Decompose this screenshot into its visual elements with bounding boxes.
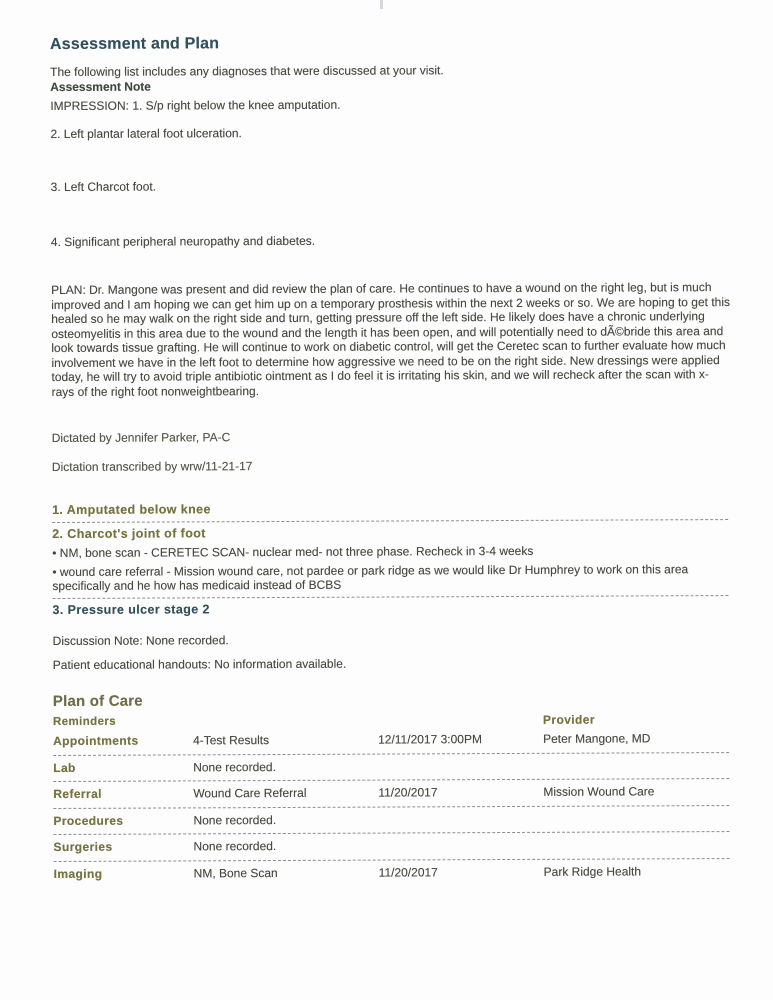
transcription-line: Dictation transcribed by wrw/11-21-17	[51, 458, 253, 474]
problem-heading-pressure-ulcer: 3. Pressure ulcer stage 2	[52, 601, 210, 617]
row-label: Referral	[53, 786, 102, 801]
plan-row-surgeries	[53, 832, 729, 861]
plan-row-referral	[53, 779, 729, 808]
row-detail: Wound Care Referral	[193, 785, 307, 801]
reminders-label: Reminders	[52, 715, 117, 728]
dictated-by-line: Dictated by Jennifer Parker, PA-C	[51, 430, 231, 445]
impression-line-4: 4. Significant peripheral neuropathy and diabetes.	[50, 233, 316, 249]
row-detail: NM, Bone Scan	[193, 865, 278, 880]
row-provider: Peter Mangone, MD	[543, 731, 651, 746]
plan-row-imaging	[54, 859, 730, 887]
plan-row-appointments	[53, 726, 729, 755]
impression-line-3: 3. Left Charcot foot.	[50, 179, 157, 194]
row-label: Procedures	[53, 813, 124, 828]
plan-row-lab	[53, 753, 729, 782]
row-date	[379, 838, 544, 853]
plan-of-care-section	[53, 690, 734, 887]
row-provider: Mission Wound Care	[543, 784, 655, 799]
row-detail: None recorded.	[193, 839, 277, 854]
plan-row-procedures	[53, 806, 729, 835]
row-date: 11/20/2017	[378, 864, 438, 880]
problem-bullet-bone-scan: • NM, bone scan - CERETEC SCAN- nuclear med- not three phase. Recheck in 3-4 weeks	[52, 543, 534, 560]
divider	[52, 519, 728, 523]
plan-of-care-header-row	[53, 707, 729, 729]
assessment-note-label: Assessment Note	[50, 79, 151, 94]
row-label: Lab	[53, 760, 76, 775]
row-detail: 4-Test Results	[193, 733, 270, 748]
problem-list	[52, 500, 732, 617]
plan-of-care-title: Plan of Care	[52, 692, 143, 710]
row-provider	[543, 758, 729, 773]
row-date	[378, 811, 543, 826]
row-detail: None recorded.	[193, 812, 277, 827]
row-provider: Park Ridge Health	[543, 863, 642, 879]
scan-artifact	[380, 0, 383, 9]
row-date: 12/11/2017 3:00PM	[378, 732, 482, 747]
impression-line-1: IMPRESSION: 1. S/p right below the knee amputation.	[50, 97, 341, 113]
row-provider	[543, 811, 729, 826]
divider	[52, 595, 728, 599]
provider-column-header: Provider	[542, 712, 595, 727]
page-title: Assessment and Plan	[50, 35, 220, 53]
row-detail: None recorded.	[193, 759, 276, 774]
row-label: Imaging	[53, 866, 103, 881]
row-provider	[544, 837, 730, 852]
row-label: Appointments	[53, 733, 139, 748]
intro-text: The following list includes any diagnoses that were discussed at your visit.	[50, 63, 444, 79]
row-date	[378, 758, 543, 773]
problem-bullet-wound-care: • wound care referral - Mission wound care, not pardee or park ridge as we would like Dr Humphrey to work on this area specifically and he how has medicaid instead of BCBS	[52, 561, 689, 593]
plan-paragraph: PLAN: Dr. Mangone was present and did review the plan of care. He continues to have a wound on the right leg, but is much improved and I am hoping we can get him up on a temporary prosthesis within the next 2 weeks or so. We are hoping to get this healed so he may walk on the right side and turn, getting pressure off the left side. He likely does have a chronic underlying osteomyelitis in this area due to the wound and the length it has been open, and will potentially need to dÃ©bride this area and look towards tissue grafting. He will continue to work on diabetic control, will get the Ceretec scan to further evaluate how much involvement we have in the left foot to determine how aggressive we need to be on the right side. New dressings were applied today, he will try to avoid triple antibiotic ointment as I do feel it is irritating his skin, and we will recheck after the scan with x-rays of the right foot nonweightbearing.	[51, 280, 731, 399]
discussion-note: Discussion Note: None recorded.	[52, 632, 229, 648]
impression-line-2: 2. Left plantar lateral foot ulceration.	[50, 125, 242, 141]
document-content	[50, 33, 734, 887]
row-date: 11/20/2017	[378, 785, 438, 800]
problem-heading-charcot: 2. Charcot's joint of foot	[52, 526, 206, 541]
problem-heading-amputated: 1. Amputated below knee	[52, 502, 211, 517]
patient-handouts-note: Patient educational handouts: No information available.	[52, 656, 347, 672]
row-label: Surgeries	[53, 839, 113, 854]
